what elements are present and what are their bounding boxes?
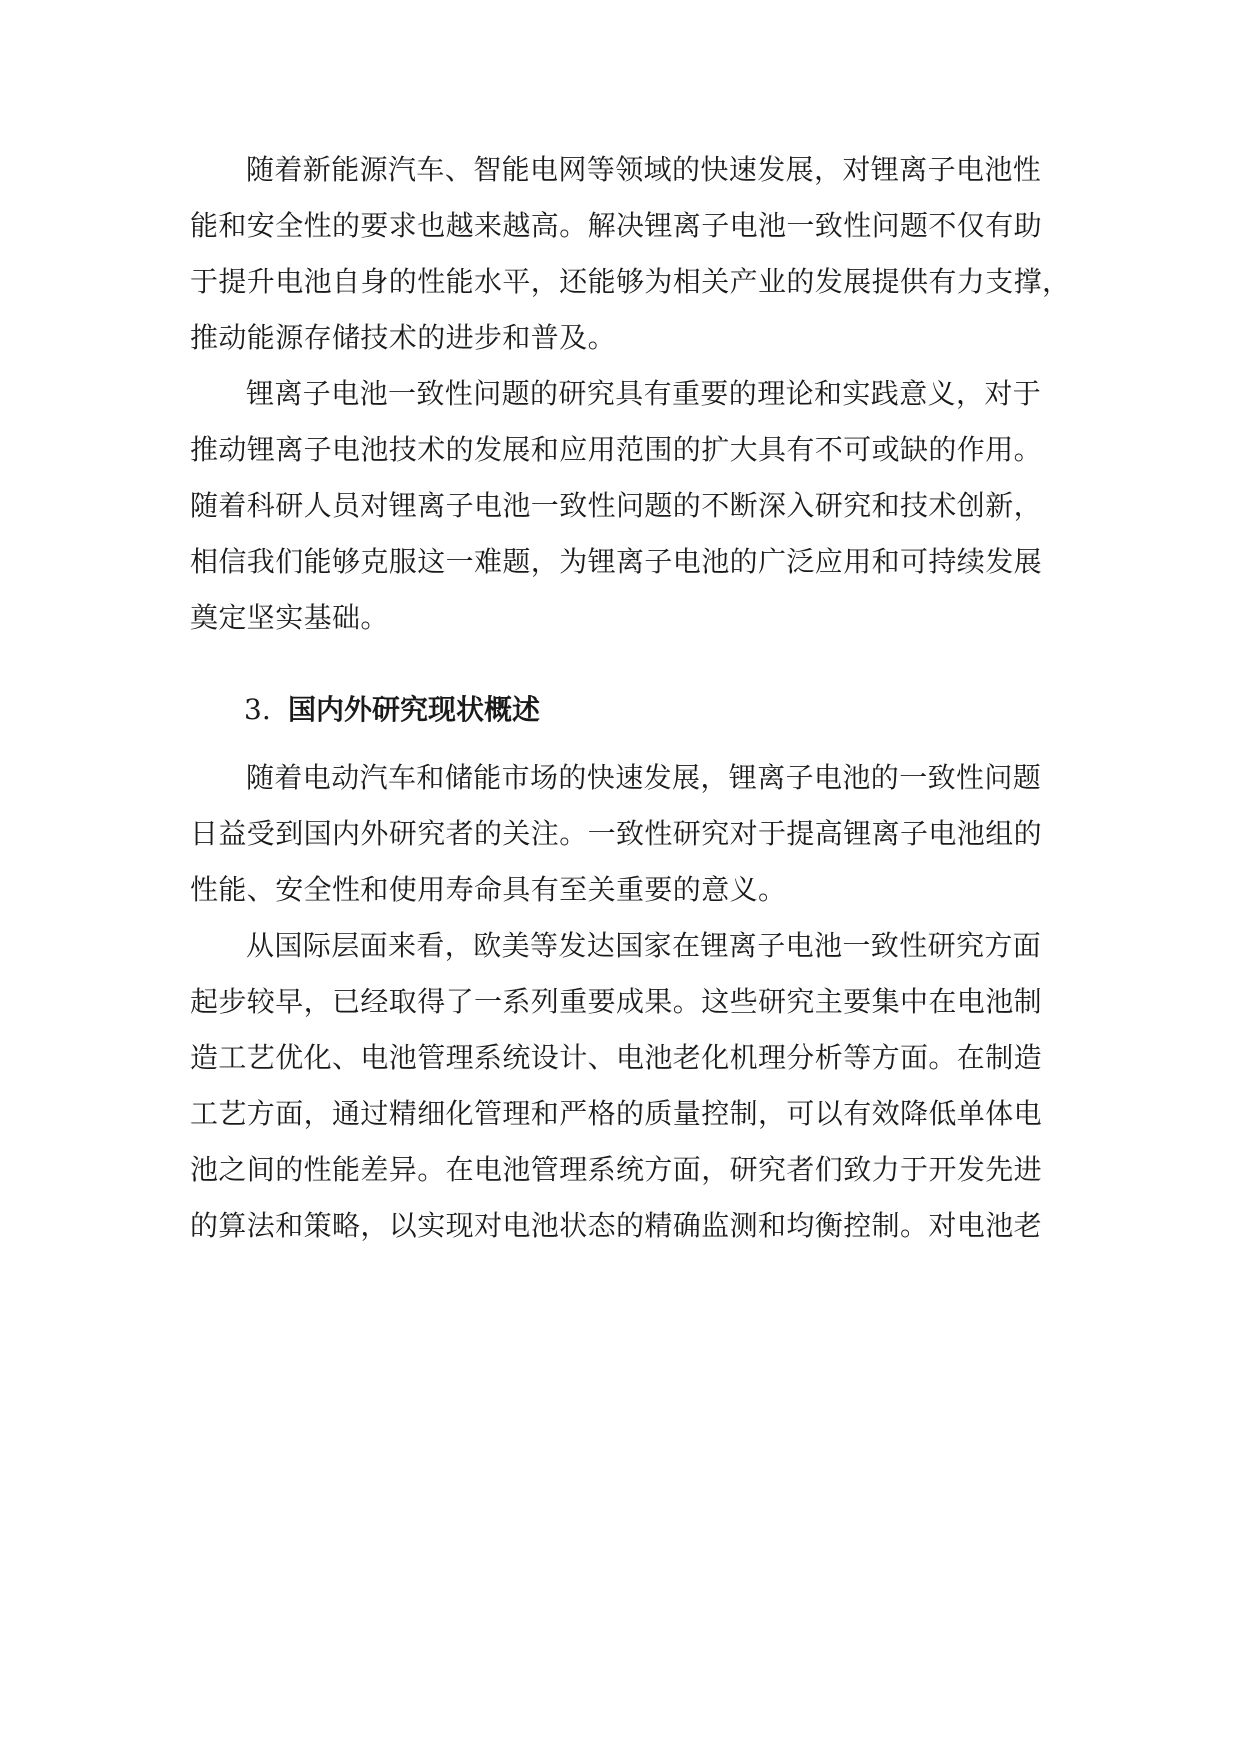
text-line: 日益受到国内外研究者的关注。一致性研究对于提高锂离子电池组的 xyxy=(190,817,1043,850)
text-line: 能和安全性的要求也越来越高。解决锂离子电池一致性问题不仅有助 xyxy=(190,209,1043,242)
text-line: 起步较早，已经取得了一系列重要成果。这些研究主要集中在电池制 xyxy=(190,985,1043,1018)
text-line: 随着电动汽车和储能市场的快速发展，锂离子电池的一致性问题 xyxy=(246,761,1042,794)
text-line: 奠定坚实基础。 xyxy=(190,601,389,634)
section-heading xyxy=(244,690,540,730)
section-title: 国内外研究现状概述 xyxy=(288,693,541,726)
text-line: 随着科研人员对锂离子电池一致性问题的不断深入研究和技术创新， xyxy=(190,489,1043,522)
text-line: 随着新能源汽车、智能电网等领域的快速发展，对锂离子电池性 xyxy=(246,153,1042,186)
section-number: 3. xyxy=(244,693,271,726)
text-line: 推动锂离子电池技术的发展和应用范围的扩大具有不可或缺的作用。 xyxy=(190,433,1043,466)
text-line: 造工艺优化、电池管理系统设计、电池老化机理分析等方面。在制造 xyxy=(190,1041,1043,1074)
text-line: 锂离子电池一致性问题的研究具有重要的理论和实践意义，对于 xyxy=(246,377,1042,410)
text-line: 从国际层面来看，欧美等发达国家在锂离子电池一致性研究方面 xyxy=(246,929,1042,962)
text-line: 池之间的性能差异。在电池管理系统方面，研究者们致力于开发先进 xyxy=(190,1153,1043,1186)
text-line: 于提升电池自身的性能水平，还能够为相关产业的发展提供有力支撑， xyxy=(190,265,1071,298)
text-line: 的算法和策略，以实现对电池状态的精确监测和均衡控制。对电池老 xyxy=(190,1209,1043,1242)
text-line: 推动能源存储技术的进步和普及。 xyxy=(190,321,617,354)
text-line: 性能、安全性和使用寿命具有至关重要的意义。 xyxy=(190,873,787,906)
text-line: 工艺方面，通过精细化管理和严格的质量控制，可以有效降低单体电 xyxy=(190,1097,1043,1130)
text-line: 相信我们能够克服这一难题，为锂离子电池的广泛应用和可持续发展 xyxy=(190,545,1043,578)
